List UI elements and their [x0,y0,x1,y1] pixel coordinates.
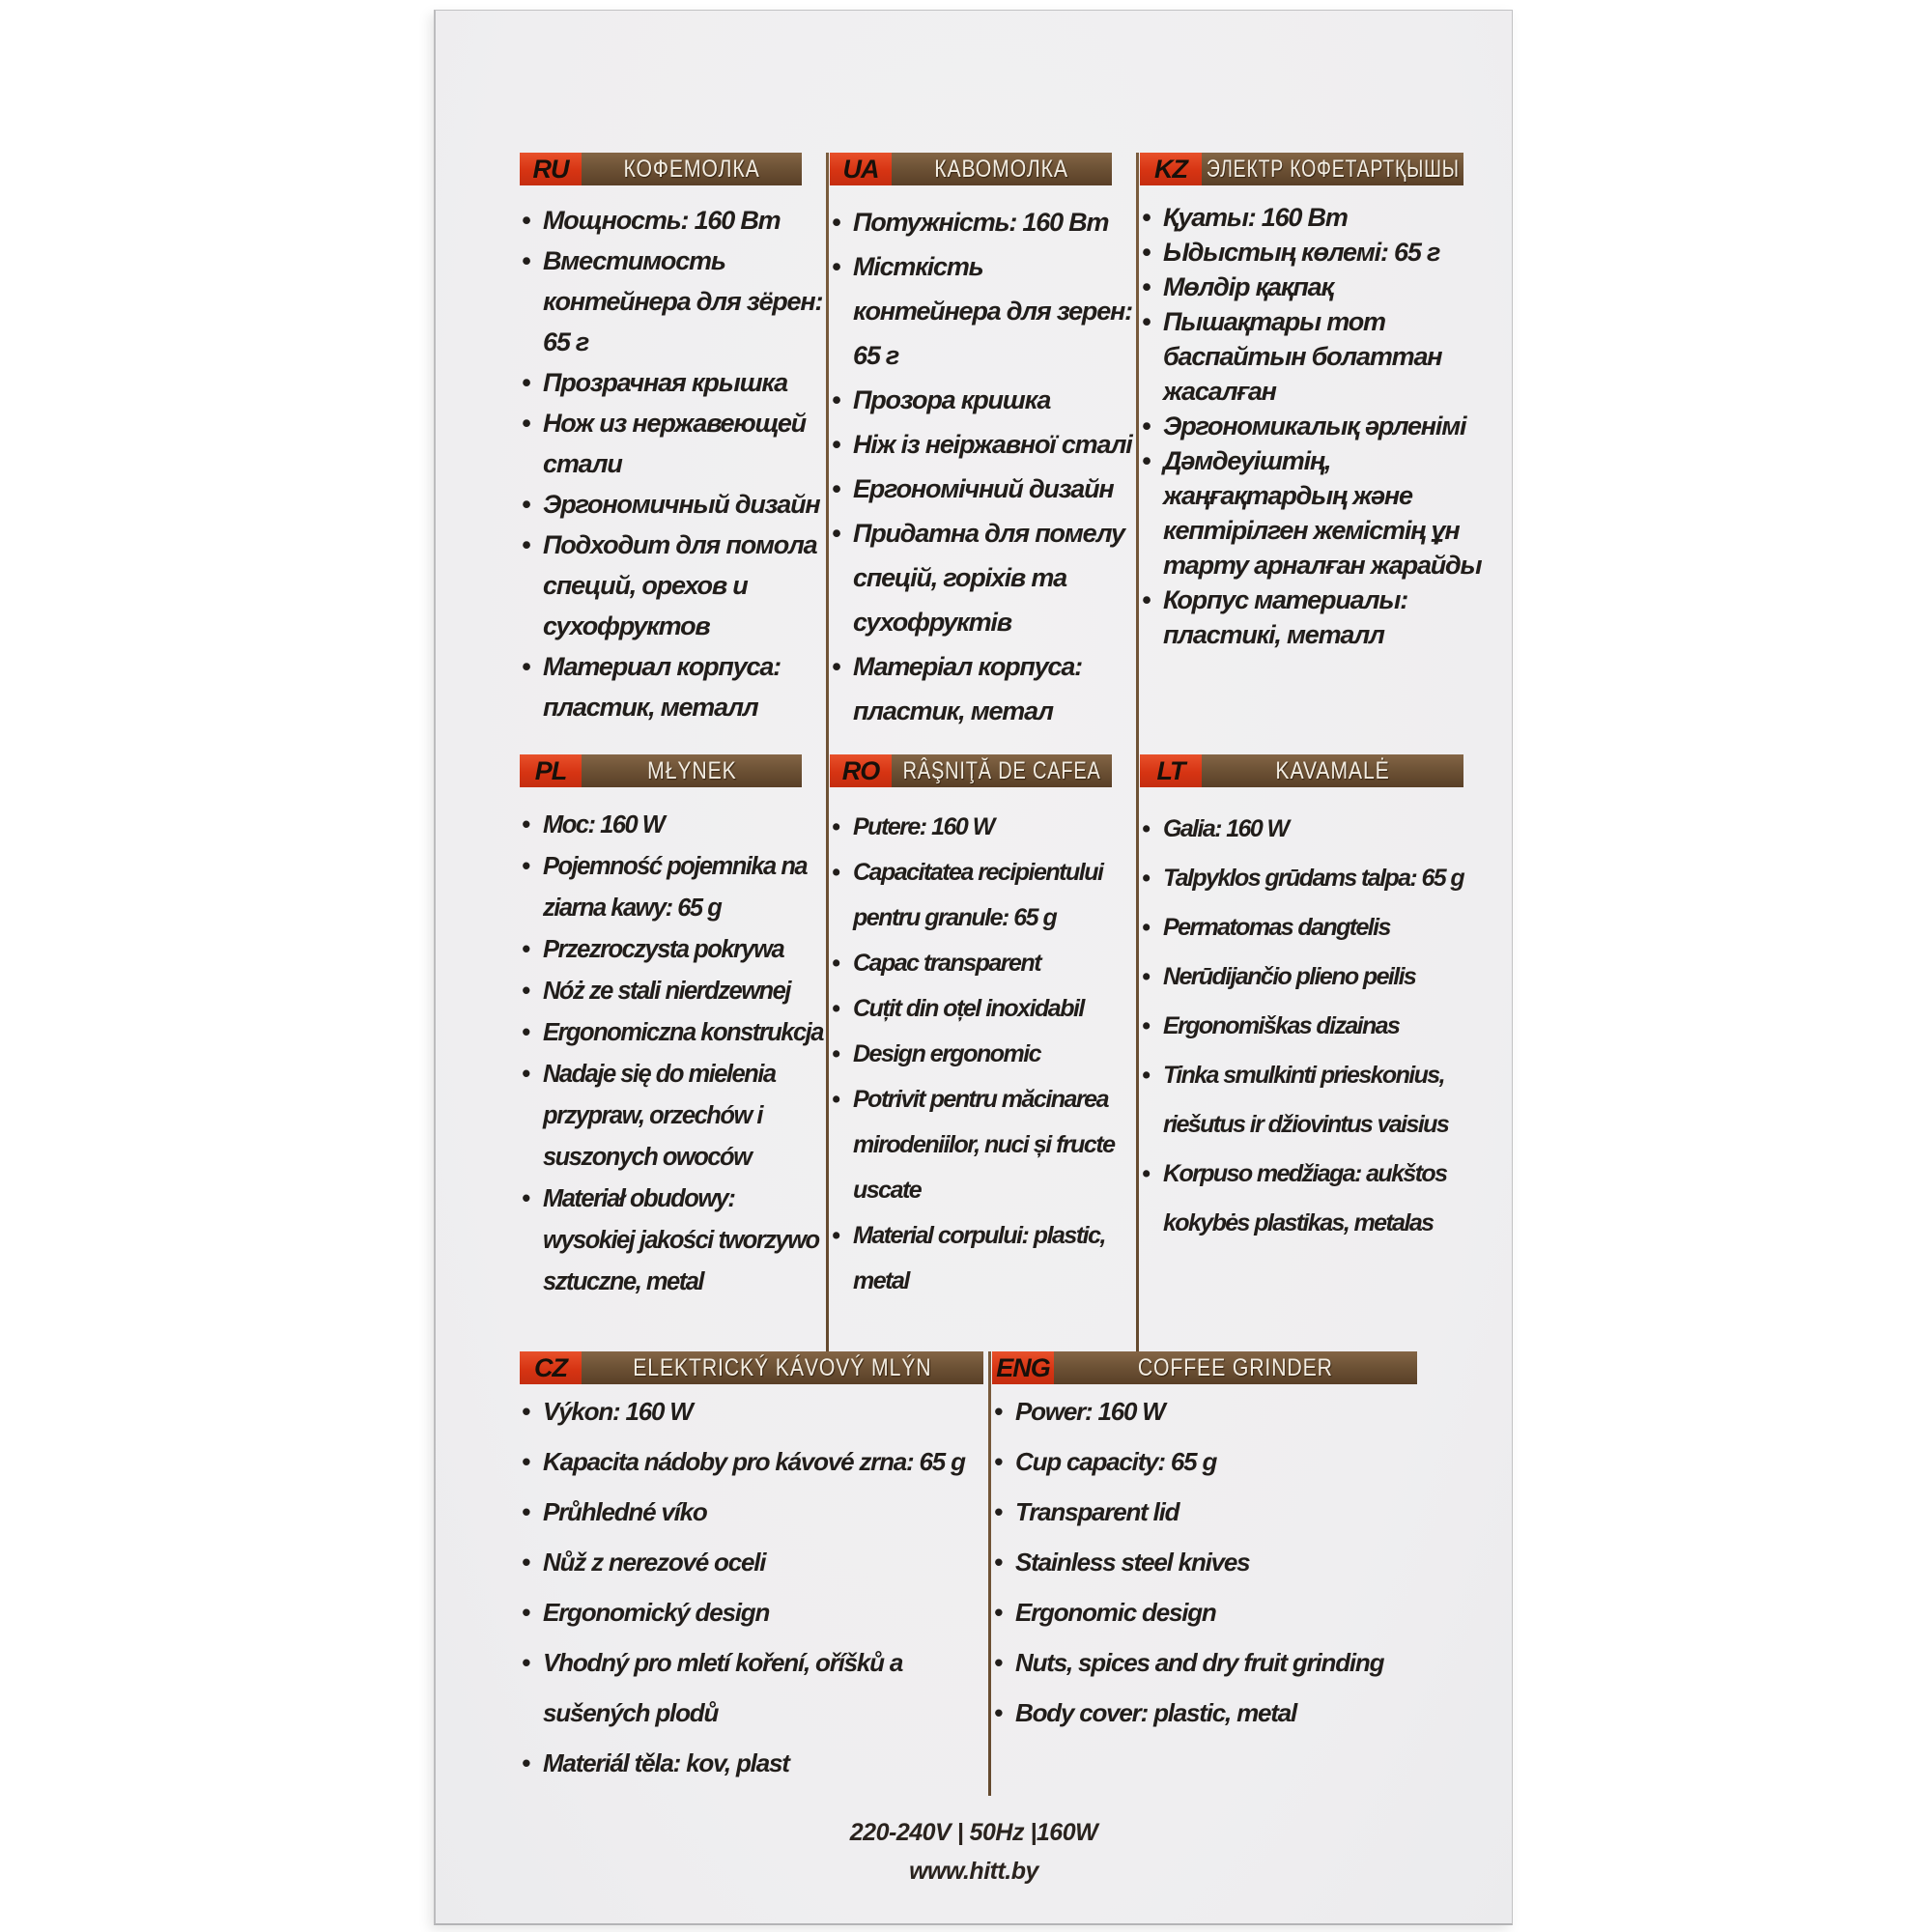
spec-item: • Moc: 160 W [520,805,829,846]
language-badge-pl: PL [520,754,582,787]
spec-item: • Design ergonomic [830,1032,1136,1077]
spec-item: • Nerūdijančio plieno peilis [1140,952,1502,1002]
spec-column-ua [830,153,1136,185]
spec-item: • Body cover: plastic, metal [992,1688,1417,1738]
spec-item: • Cuțit din oțel inoxidabil [830,986,1136,1032]
column-header-pl [520,754,829,787]
column-title-kz: ЭЛЕКТР КОФЕТАРТҚЫШЫ [1206,155,1460,183]
spec-item: • Ergonomický design [520,1587,983,1637]
spec-list-ru [520,200,829,727]
column-title-lt: KAVAMALĖ [1275,756,1390,784]
spec-item: • Talpyklos grūdams talpa: 65 g [1140,854,1502,903]
spec-item: • Nadaje się do mielenia przypraw, orzechów i suszonych owoców [520,1054,829,1179]
column-title-ua: КАВОМОЛКА [934,155,1069,183]
spec-item: • Материал корпуса: пластик, металл [520,646,829,727]
spec-item: • Nůž z nerezové oceli [520,1537,983,1587]
column-header-cz [520,1351,983,1384]
spec-item: • Ergonomiczna konstrukcja [520,1012,829,1054]
spec-item: • Корпус материалы: пластикі, металл [1140,582,1488,652]
column-title-bar-eng [1054,1351,1417,1384]
column-separator [1136,153,1139,1351]
spec-item: • Kapacita nádoby pro kávové zrna: 65 g [520,1436,983,1487]
column-title-ro: RÂŞNIŢĂ DE CAFEA [902,756,1101,784]
spec-item: • Vhodný pro mletí koření, oříšků a sušených plodů [520,1637,983,1738]
spec-column-pl [520,754,829,787]
spec-column-ru [520,153,829,185]
column-header-ru [520,153,829,185]
spec-item: • Power: 160 W [992,1386,1417,1436]
language-badge-kz: KZ [1140,153,1202,185]
spec-item: • Қуаты: 160 Вт [1140,200,1488,235]
spec-item: • Průhledné víko [520,1487,983,1537]
spec-item: • Нож из нержавеющей стали [520,403,829,484]
spec-item: • Вместимость контейнера для зёрен: 65 г [520,241,829,362]
spec-item: • Material corpului: plastic, metal [830,1213,1136,1304]
spec-item: • Cup capacity: 65 g [992,1436,1417,1487]
spec-column-ro [830,754,1136,787]
spec-item: • Місткість контейнера для зерен: 65 г [830,244,1136,378]
column-header-eng [992,1351,1417,1384]
spec-item: • Stainless steel knives [992,1537,1417,1587]
spec-item: • Подходит для помола специй, орехов и сухофруктов [520,525,829,646]
column-header-kz [1140,153,1488,185]
column-header-lt [1140,754,1502,787]
spec-item: • Прозрачная крышка [520,362,829,403]
spec-list-cz [520,1386,983,1788]
column-title-bar-kz [1202,153,1463,185]
language-badge-eng: ENG [992,1351,1054,1384]
spec-item: • Придатна для помелу спецій, горіхів та сухофруктів [830,511,1136,644]
column-header-ua [830,153,1136,185]
spec-item: • Transparent lid [992,1487,1417,1537]
spec-item: • Эргономичный дизайн [520,484,829,525]
language-badge-cz: CZ [520,1351,582,1384]
spec-item: • Ергономічний дизайн [830,467,1136,511]
column-title-bar-lt [1202,754,1463,787]
column-title-bar-ro [892,754,1112,787]
spec-item: • Прозора кришка [830,378,1136,422]
column-title-pl: MŁYNEK [646,756,737,784]
spec-item: • Capacitatea recipientului pentru granule: 65 g [830,850,1136,941]
spec-list-pl [520,805,829,1303]
spec-column-eng [992,1351,1417,1384]
column-title-bar-ua [892,153,1112,185]
spec-column-lt [1140,754,1502,787]
column-title-bar-cz [582,1351,983,1384]
spec-list-ro [830,805,1136,1304]
spec-item: • Матеріал корпуса: пластик, метал [830,644,1136,733]
spec-item: • Tinka smulkinti prieskonius, riešutus ir džiovintus vaisius [1140,1051,1502,1150]
spec-item: • Potrivit pentru măcinarea mirodeniilor, nuci și fructe uscate [830,1077,1136,1213]
language-badge-ro: RO [830,754,892,787]
spec-column-cz [520,1351,983,1384]
footer-power-rating: 220-240V | 50Hz |160W [849,1819,1098,1846]
spec-item: • Pojemność pojemnika na ziarna kawy: 65 g [520,846,829,929]
spec-item: • Putere: 160 W [830,805,1136,850]
column-header-ro [830,754,1136,787]
spec-item: • Ergonomic design [992,1587,1417,1637]
spec-list-kz [1140,200,1488,652]
spec-item: • Korpuso medžiaga: aukštos kokybės plastikas, metalas [1140,1150,1502,1248]
spec-item: • Эргономикалық әрленімі [1140,409,1488,443]
spec-item: • Мощность: 160 Вт [520,200,829,241]
column-title-ru: КОФЕМОЛКА [623,155,760,183]
spec-list-eng [992,1386,1417,1738]
language-badge-lt: LT [1140,754,1202,787]
spec-list-ua [830,200,1136,733]
spec-item: • Galia: 160 W [1140,805,1502,854]
column-title-bar-pl [582,754,802,787]
spec-item: • Мөлдір қақпақ [1140,270,1488,304]
language-badge-ru: RU [520,153,582,185]
column-separator [988,1351,991,1796]
column-title-cz: ELEKTRICKÝ KÁVOVÝ MLÝN [633,1353,932,1381]
spec-item: • Ніж із неіржавної сталі [830,422,1136,467]
spec-item: • Materiál těla: kov, plast [520,1738,983,1788]
spec-item: • Permatomas dangtelis [1140,903,1502,952]
spec-item: • Nuts, spices and dry fruit grinding [992,1637,1417,1688]
spec-column-kz [1140,153,1488,185]
spec-item: • Przezroczysta pokrywa [520,929,829,971]
spec-item: • Дәмдеуіштің, жаңғақтардың және кептірілген жемістің ұн тарту арналған жарайды [1140,443,1488,582]
footer-website: www.hitt.by [909,1858,1038,1885]
column-title-bar-ru [582,153,802,185]
language-badge-ua: UA [830,153,892,185]
spec-item: • Потужність: 160 Вт [830,200,1136,244]
spec-item: • Capac transparent [830,941,1136,986]
spec-list-lt [1140,805,1502,1248]
spec-item: • Пышақтары тот баспайтын болаттан жасалған [1140,304,1488,409]
spec-item: • Výkon: 160 W [520,1386,983,1436]
column-title-eng: COFFEE GRINDER [1138,1353,1333,1381]
spec-item: • Ыдыстың көлемі: 65 г [1140,235,1488,270]
spec-item: • Materiał obudowy: wysokiej jakości tworzywo sztuczne, metal [520,1179,829,1303]
spec-item: • Ergonomiškas dizainas [1140,1002,1502,1051]
spec-item: • Nóż ze stali nierdzewnej [520,971,829,1012]
product-label-card [434,10,1513,1925]
